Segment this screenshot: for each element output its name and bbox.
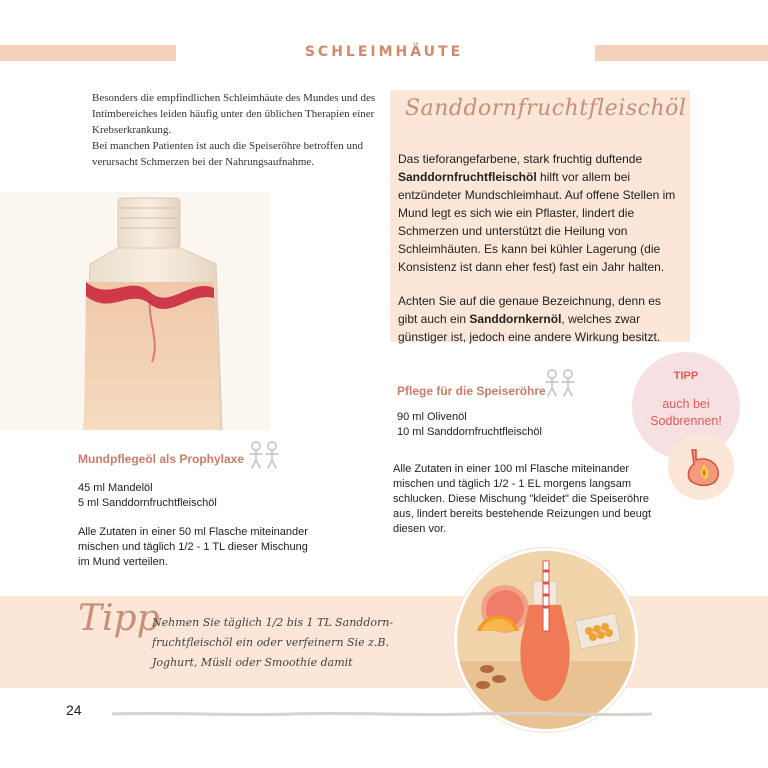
- mouth-ingredient-2: 5 ml Sanddornfruchtfleischöl: [78, 497, 217, 509]
- stomach-fire-icon: [668, 434, 734, 500]
- highlight-sanddornkernoel: Sanddornkernöl: [469, 312, 562, 326]
- esophagus-ingredients: [397, 410, 542, 440]
- page-number: 24: [66, 702, 82, 718]
- smoothie-photo: [454, 548, 638, 732]
- mouth-recipe-title: Mundpflegeöl als Prophylaxe: [78, 452, 245, 466]
- info-box-title: Sanddornfruchtfleischöl: [405, 96, 687, 121]
- oil-bottle-photo: [0, 192, 270, 430]
- info-box-paragraph-1: Das tieforangefarbene, stark fruchtig duftende Sanddornfruchtfleischöl hilft vor allem bei entzündeter Mundschleimhaut. Auf offene Stellen im Mund legt es sich wie ein Pflaster, lindert die Schmerzen und unterstützt die Heilung von Schleimhäuten. Es kann bei kühler Lagerung (die Konsistenz ist dann eher fest) fast ein Jahr halten.: [398, 152, 676, 274]
- smoothie-illustration: [457, 551, 635, 729]
- children-icon: [540, 368, 580, 398]
- intro-text: [92, 90, 382, 170]
- page-title: SCHLEIMHÄUTE: [304, 44, 464, 60]
- esophagus-ingredient-1: 90 ml Olivenöl: [397, 411, 467, 423]
- tipp-bubble-text: auch bei Sodbrennen!: [650, 397, 722, 428]
- esophagus-recipe-title: Pflege für die Speiseröhre: [397, 384, 546, 398]
- tipp-band-label: Tipp: [78, 598, 160, 639]
- intro-paragraph-2: Bei manchen Patienten ist auch die Speiseröhre betroffen und verursacht Schmerzen bei der Nahrungsaufnahme.: [92, 140, 364, 168]
- mouth-ingredients: [78, 481, 217, 511]
- esophagus-instructions: Alle Zutaten in einer 100 ml Flasche miteinander mischen und täglich 1/2 - 1 EL morgens langsam schlucken. Diese Mischung "kleidet" die Speiseröhre aus, lindert bereits bestehende Reizungen und beugt diesen vor.: [393, 463, 652, 535]
- info-box-paragraph-2: Achten Sie auf die genaue Bezeichnung, denn es gibt auch ein Sanddornkernöl, welches zwar günstiger ist, jedoch eine andere Wirkung besitzt.: [398, 294, 661, 344]
- mouth-ingredient-1: 45 ml Mandelöl: [78, 482, 153, 494]
- info-box-text: [398, 150, 683, 362]
- tipp-band-text: Nehmen Sie täglich 1/2 bis 1 TL Sanddorn-fruchtfleischöl ein oder verfeinern Sie z.B. Joghurt, Müsli oder Smoothie damit: [152, 616, 394, 669]
- intro-paragraph-1: Besonders die empfindlichen Schleimhäute des Mundes und des Intimbereiches leiden häufig unter den üblichen Therapien einer Krebserkrankung.: [92, 92, 376, 136]
- highlight-sanddornfruchtfleischoel: Sanddornfruchtfleischöl: [398, 170, 537, 184]
- footer-brush-line: [112, 710, 652, 718]
- esophagus-ingredient-2: 10 ml Sanddornfruchtfleischöl: [397, 426, 542, 438]
- children-icon: [244, 440, 284, 470]
- mouth-instructions: Alle Zutaten in einer 50 ml Flasche miteinander mischen und täglich 1/2 - 1 TL dieser Mischung im Mund verteilen.: [78, 526, 308, 568]
- tipp-bubble-label: TIPP: [673, 370, 699, 382]
